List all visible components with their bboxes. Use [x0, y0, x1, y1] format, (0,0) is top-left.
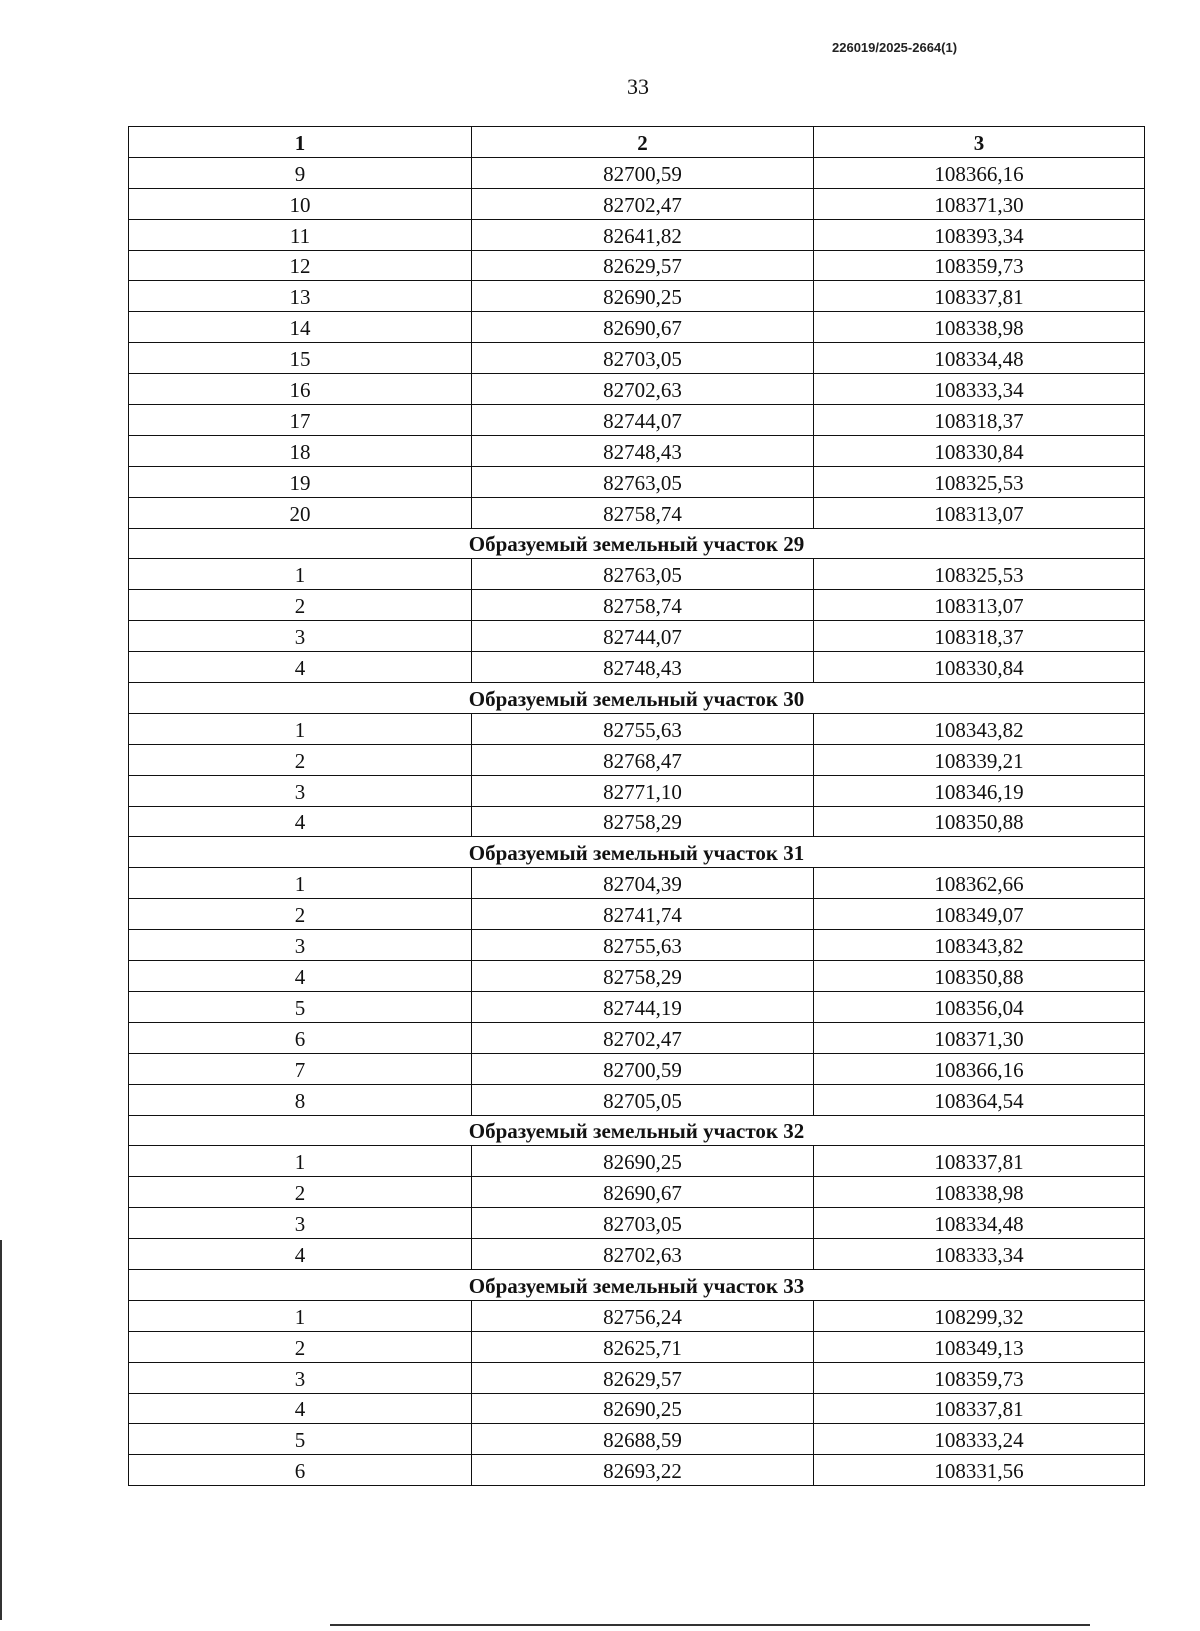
table-row — [129, 466, 1145, 497]
point-number-cell: 2 — [129, 744, 472, 775]
x-coordinate-cell: 82744,07 — [472, 405, 814, 436]
y-coordinate-cell: 108337,81 — [814, 281, 1145, 312]
point-number-cell: 5 — [129, 1424, 472, 1455]
x-coordinate-cell: 82702,63 — [472, 1239, 814, 1270]
section-header-row — [129, 1115, 1145, 1146]
point-number-cell: 12 — [129, 250, 472, 281]
y-coordinate-cell: 108325,53 — [814, 466, 1145, 497]
scan-edge-mark — [0, 1240, 2, 1620]
point-number-cell: 4 — [129, 806, 472, 837]
point-number-cell: 3 — [129, 1362, 472, 1393]
y-coordinate-cell: 108331,56 — [814, 1455, 1145, 1486]
table-row — [129, 713, 1145, 744]
point-number-cell: 2 — [129, 1177, 472, 1208]
table-row — [129, 188, 1145, 219]
point-number-cell: 14 — [129, 312, 472, 343]
table-row — [129, 405, 1145, 436]
point-number-cell: 17 — [129, 405, 472, 436]
x-coordinate-cell: 82756,24 — [472, 1300, 814, 1331]
x-coordinate-cell: 82703,05 — [472, 1208, 814, 1239]
x-coordinate-cell: 82690,67 — [472, 312, 814, 343]
table-row — [129, 961, 1145, 992]
x-coordinate-cell: 82748,43 — [472, 435, 814, 466]
table-row — [129, 652, 1145, 683]
table-row — [129, 868, 1145, 899]
section-title: Образуемый земельный участок 30 — [129, 683, 1145, 714]
point-number-cell: 8 — [129, 1084, 472, 1115]
table-row — [129, 1393, 1145, 1424]
point-number-cell: 7 — [129, 1053, 472, 1084]
section-title: Образуемый земельный участок 33 — [129, 1269, 1145, 1300]
point-number-cell: 1 — [129, 713, 472, 744]
x-coordinate-cell: 82629,57 — [472, 1362, 814, 1393]
point-number-cell: 18 — [129, 435, 472, 466]
y-coordinate-cell: 108337,81 — [814, 1146, 1145, 1177]
y-coordinate-cell: 108350,88 — [814, 806, 1145, 837]
point-number-cell: 6 — [129, 1022, 472, 1053]
x-coordinate-cell: 82705,05 — [472, 1084, 814, 1115]
y-coordinate-cell: 108364,54 — [814, 1084, 1145, 1115]
table-row — [129, 899, 1145, 930]
section-title: Образуемый земельный участок 31 — [129, 837, 1145, 868]
point-number-cell: 10 — [129, 188, 472, 219]
point-number-cell: 2 — [129, 590, 472, 621]
x-coordinate-cell: 82755,63 — [472, 930, 814, 961]
table-row — [129, 744, 1145, 775]
x-coordinate-cell: 82758,74 — [472, 590, 814, 621]
point-number-cell: 1 — [129, 1300, 472, 1331]
point-number-cell: 4 — [129, 1239, 472, 1270]
point-number-cell: 5 — [129, 991, 472, 1022]
table-row — [129, 250, 1145, 281]
y-coordinate-cell: 108318,37 — [814, 621, 1145, 652]
point-number-cell: 3 — [129, 930, 472, 961]
table-row — [129, 1362, 1145, 1393]
y-coordinate-cell: 108349,07 — [814, 899, 1145, 930]
table-row — [129, 1146, 1145, 1177]
table-row — [129, 435, 1145, 466]
y-coordinate-cell: 108330,84 — [814, 435, 1145, 466]
y-coordinate-cell: 108325,53 — [814, 559, 1145, 590]
y-coordinate-cell: 108339,21 — [814, 744, 1145, 775]
point-number-cell: 1 — [129, 868, 472, 899]
x-coordinate-cell: 82704,39 — [472, 868, 814, 899]
y-coordinate-cell: 108330,84 — [814, 652, 1145, 683]
point-number-cell: 3 — [129, 775, 472, 806]
point-number-cell: 3 — [129, 1208, 472, 1239]
table-row — [129, 930, 1145, 961]
x-coordinate-cell: 82629,57 — [472, 250, 814, 281]
y-coordinate-cell: 108318,37 — [814, 405, 1145, 436]
y-coordinate-cell: 108356,04 — [814, 991, 1145, 1022]
y-coordinate-cell: 108393,34 — [814, 219, 1145, 250]
y-coordinate-cell: 108371,30 — [814, 1022, 1145, 1053]
point-number-cell: 6 — [129, 1455, 472, 1486]
y-coordinate-cell: 108313,07 — [814, 497, 1145, 528]
x-coordinate-cell: 82702,47 — [472, 188, 814, 219]
point-number-cell: 20 — [129, 497, 472, 528]
table-row — [129, 590, 1145, 621]
table-row — [129, 1053, 1145, 1084]
section-header-row — [129, 528, 1145, 559]
x-coordinate-cell: 82758,29 — [472, 806, 814, 837]
x-coordinate-cell: 82703,05 — [472, 343, 814, 374]
table-header-row — [129, 127, 1145, 158]
table-row — [129, 1022, 1145, 1053]
table-row — [129, 1239, 1145, 1270]
x-coordinate-cell: 82702,63 — [472, 374, 814, 405]
y-coordinate-cell: 108299,32 — [814, 1300, 1145, 1331]
point-number-cell: 2 — [129, 1331, 472, 1362]
y-coordinate-cell: 108333,24 — [814, 1424, 1145, 1455]
table-row — [129, 374, 1145, 405]
point-number-cell: 13 — [129, 281, 472, 312]
table-row — [129, 806, 1145, 837]
x-coordinate-cell: 82690,25 — [472, 1393, 814, 1424]
x-coordinate-cell: 82690,25 — [472, 281, 814, 312]
point-number-cell: 11 — [129, 219, 472, 250]
scan-bottom-line — [330, 1624, 1090, 1626]
section-header-row — [129, 837, 1145, 868]
point-number-cell: 15 — [129, 343, 472, 374]
y-coordinate-cell: 108359,73 — [814, 250, 1145, 281]
y-coordinate-cell: 108343,82 — [814, 713, 1145, 744]
table-row — [129, 1208, 1145, 1239]
y-coordinate-cell: 108313,07 — [814, 590, 1145, 621]
table-row — [129, 1455, 1145, 1486]
table-row — [129, 991, 1145, 1022]
y-coordinate-cell: 108371,30 — [814, 188, 1145, 219]
y-coordinate-cell: 108333,34 — [814, 1239, 1145, 1270]
section-title: Образуемый земельный участок 32 — [129, 1115, 1145, 1146]
y-coordinate-cell: 108343,82 — [814, 930, 1145, 961]
x-coordinate-cell: 82702,47 — [472, 1022, 814, 1053]
header-col-3: 3 — [814, 127, 1145, 158]
x-coordinate-cell: 82700,59 — [472, 1053, 814, 1084]
y-coordinate-cell: 108350,88 — [814, 961, 1145, 992]
document-id: 226019/2025-2664(1) — [832, 40, 958, 55]
table-row — [129, 157, 1145, 188]
y-coordinate-cell: 108359,73 — [814, 1362, 1145, 1393]
point-number-cell: 9 — [129, 157, 472, 188]
x-coordinate-cell: 82768,47 — [472, 744, 814, 775]
point-number-cell: 3 — [129, 621, 472, 652]
page-number: 33 — [627, 74, 649, 99]
header-col-2: 2 — [472, 127, 814, 158]
x-coordinate-cell: 82690,25 — [472, 1146, 814, 1177]
table-row — [129, 559, 1145, 590]
table-row — [129, 775, 1145, 806]
x-coordinate-cell: 82641,82 — [472, 219, 814, 250]
x-coordinate-cell: 82688,59 — [472, 1424, 814, 1455]
x-coordinate-cell: 82693,22 — [472, 1455, 814, 1486]
table-row — [129, 343, 1145, 374]
table-row — [129, 1177, 1145, 1208]
y-coordinate-cell: 108338,98 — [814, 1177, 1145, 1208]
y-coordinate-cell: 108362,66 — [814, 868, 1145, 899]
x-coordinate-cell: 82755,63 — [472, 713, 814, 744]
point-number-cell: 4 — [129, 961, 472, 992]
table-body — [129, 157, 1145, 1485]
y-coordinate-cell: 108334,48 — [814, 343, 1145, 374]
x-coordinate-cell: 82744,19 — [472, 991, 814, 1022]
x-coordinate-cell: 82741,74 — [472, 899, 814, 930]
y-coordinate-cell: 108334,48 — [814, 1208, 1145, 1239]
x-coordinate-cell: 82748,43 — [472, 652, 814, 683]
point-number-cell: 1 — [129, 1146, 472, 1177]
point-number-cell: 19 — [129, 466, 472, 497]
y-coordinate-cell: 108338,98 — [814, 312, 1145, 343]
section-header-row — [129, 1269, 1145, 1300]
x-coordinate-cell: 82758,74 — [472, 497, 814, 528]
y-coordinate-cell: 108349,13 — [814, 1331, 1145, 1362]
table-row — [129, 497, 1145, 528]
x-coordinate-cell: 82700,59 — [472, 157, 814, 188]
header-col-1: 1 — [129, 127, 472, 158]
y-coordinate-cell: 108346,19 — [814, 775, 1145, 806]
x-coordinate-cell: 82690,67 — [472, 1177, 814, 1208]
coordinates-table — [128, 126, 1145, 1486]
x-coordinate-cell: 82763,05 — [472, 559, 814, 590]
table-row — [129, 312, 1145, 343]
x-coordinate-cell: 82625,71 — [472, 1331, 814, 1362]
point-number-cell: 16 — [129, 374, 472, 405]
y-coordinate-cell: 108366,16 — [814, 157, 1145, 188]
table-row — [129, 1300, 1145, 1331]
point-number-cell: 4 — [129, 652, 472, 683]
y-coordinate-cell: 108366,16 — [814, 1053, 1145, 1084]
table-row — [129, 1084, 1145, 1115]
section-header-row — [129, 683, 1145, 714]
y-coordinate-cell: 108333,34 — [814, 374, 1145, 405]
x-coordinate-cell: 82763,05 — [472, 466, 814, 497]
point-number-cell: 1 — [129, 559, 472, 590]
table-row — [129, 1424, 1145, 1455]
table-row — [129, 621, 1145, 652]
x-coordinate-cell: 82758,29 — [472, 961, 814, 992]
table-row — [129, 1331, 1145, 1362]
x-coordinate-cell: 82771,10 — [472, 775, 814, 806]
x-coordinate-cell: 82744,07 — [472, 621, 814, 652]
table-row — [129, 219, 1145, 250]
y-coordinate-cell: 108337,81 — [814, 1393, 1145, 1424]
section-title: Образуемый земельный участок 29 — [129, 528, 1145, 559]
point-number-cell: 2 — [129, 899, 472, 930]
point-number-cell: 4 — [129, 1393, 472, 1424]
table-row — [129, 281, 1145, 312]
